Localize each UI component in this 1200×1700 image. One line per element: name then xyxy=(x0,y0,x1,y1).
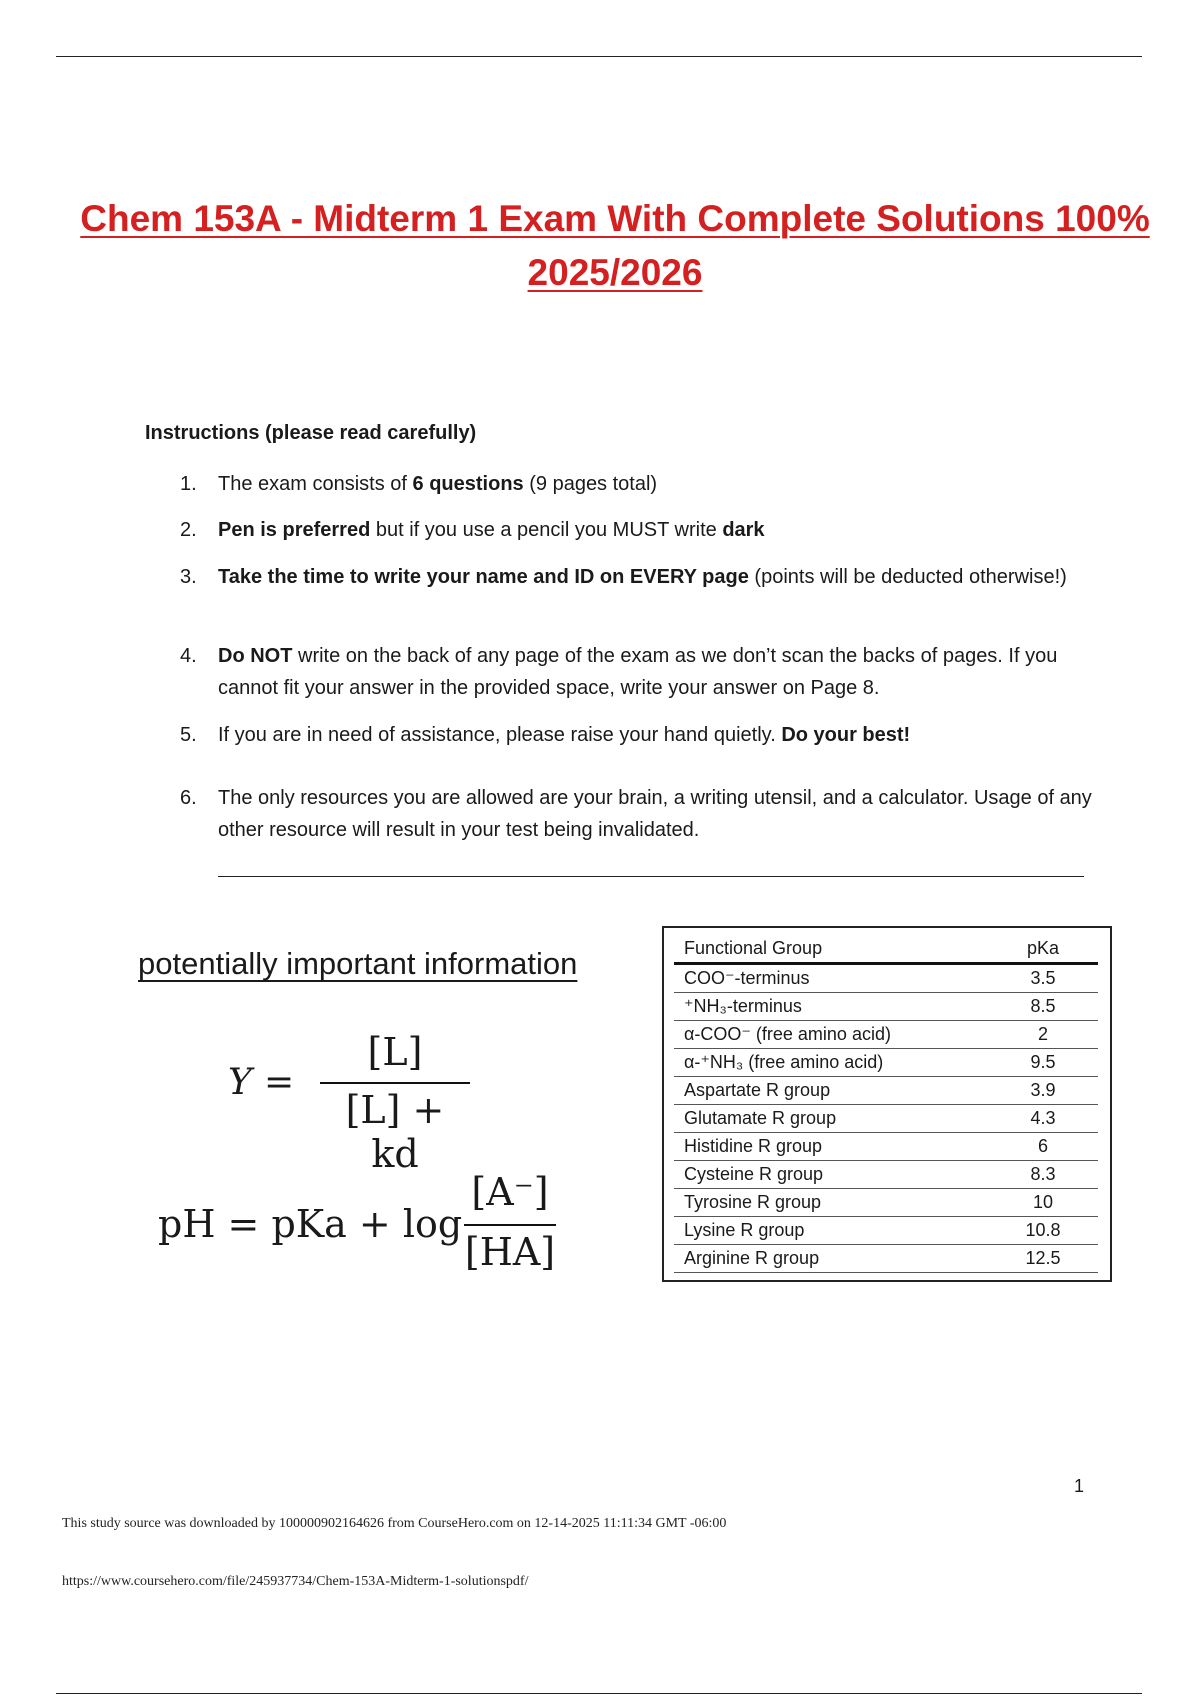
pka-cell: 10.8 xyxy=(988,1217,1098,1245)
table-row xyxy=(674,1105,1098,1133)
pka-cell: 4.3 xyxy=(988,1105,1098,1133)
instruction-number: 3. xyxy=(180,566,197,588)
formula-denominator: [L] + kd xyxy=(345,1088,445,1176)
instruction-number: 1. xyxy=(180,473,197,495)
formula-equals: = xyxy=(264,1062,295,1103)
table-row xyxy=(674,993,1098,1021)
fraction-bar xyxy=(320,1082,470,1084)
source-url[interactable]: https://www.coursehero.com/file/245937734/Chem-153A-Midterm-1-solutionspdf/ xyxy=(62,1574,529,1589)
table-row xyxy=(674,1217,1098,1245)
group-cell: Lysine R group xyxy=(674,1217,988,1245)
table-header-row xyxy=(674,934,1098,964)
table-row xyxy=(674,1021,1098,1049)
pka-cell: 8.3 xyxy=(988,1161,1098,1189)
title-line-2: 2025/2026 xyxy=(527,252,703,293)
pka-table xyxy=(674,934,1098,1273)
instruction-text: The only resources you are allowed are your brain, a writing utensil, and a calculator. Usage of any other resource will result in your test being invalidated. xyxy=(218,787,1092,841)
download-note: This study source was downloaded by 100000902164626 from CourseHero.com on 12-14-2025 11:11:34 GMT -06:00 xyxy=(62,1516,727,1531)
info-heading: potentially important information xyxy=(138,946,578,981)
instruction-text: Do NOT write on the back of any page of the exam as we don’t scan the backs of pages. If you cannot fit your answer in the provided space, write your answer on Page 8. xyxy=(218,645,1058,699)
group-cell: Histidine R group xyxy=(674,1133,988,1161)
pka-cell: 10 xyxy=(988,1189,1098,1217)
bottom-rule xyxy=(56,1693,1142,1694)
pka-cell: 3.5 xyxy=(988,964,1098,993)
page-title xyxy=(40,192,1190,300)
pka-cell: 9.5 xyxy=(988,1049,1098,1077)
pka-table-box xyxy=(662,926,1112,1282)
group-cell: COO⁻-terminus xyxy=(674,964,988,993)
page-number: 1 xyxy=(1074,1476,1085,1496)
instruction-text: If you are in need of assistance, please raise your hand quietly. Do your best! xyxy=(218,724,911,746)
group-cell: α-COO⁻ (free amino acid) xyxy=(674,1021,988,1049)
pka-cell: 3.9 xyxy=(988,1077,1098,1105)
pka-cell: 2 xyxy=(988,1021,1098,1049)
top-rule xyxy=(56,56,1142,57)
title-line-1: Chem 153A - Midterm 1 Exam With Complete Solutions 100% xyxy=(80,198,1150,239)
table-row xyxy=(674,1245,1098,1273)
formula-lhs: Y xyxy=(228,1062,252,1103)
group-cell: Glutamate R group xyxy=(674,1105,988,1133)
column-header-pka: pKa xyxy=(988,934,1098,964)
instruction-number: 2. xyxy=(180,519,197,541)
formula-numerator: [L] xyxy=(367,1030,423,1074)
fraction-bar xyxy=(464,1224,556,1226)
pka-cell: 8.5 xyxy=(988,993,1098,1021)
henderson-hasselbalch-formula xyxy=(158,1170,558,1280)
pka-cell: 6 xyxy=(988,1133,1098,1161)
formula-numerator: [A⁻] xyxy=(471,1170,549,1214)
table-row xyxy=(674,964,1098,993)
instruction-number: 5. xyxy=(180,724,197,746)
pka-cell: 12.5 xyxy=(988,1245,1098,1273)
table-row xyxy=(674,1133,1098,1161)
binding-fraction-formula xyxy=(228,1030,488,1176)
table-row xyxy=(674,1161,1098,1189)
formula-denominator: [HA] xyxy=(464,1230,556,1274)
table-row xyxy=(674,1077,1098,1105)
instruction-number: 4. xyxy=(180,645,197,667)
column-header-group: Functional Group xyxy=(674,934,988,964)
instruction-text: The exam consists of 6 questions (9 pages total) xyxy=(218,473,658,495)
group-cell: Tyrosine R group xyxy=(674,1189,988,1217)
instruction-number: 6. xyxy=(180,787,197,809)
instruction-text: Take the time to write your name and ID on EVERY page (points will be deducted otherwise!) xyxy=(218,566,1067,588)
table-row xyxy=(674,1049,1098,1077)
instructions-heading: Instructions (please read carefully) xyxy=(145,422,477,444)
group-cell: α-⁺NH₃ (free amino acid) xyxy=(674,1049,988,1077)
section-divider xyxy=(218,876,1084,877)
group-cell: Cysteine R group xyxy=(674,1161,988,1189)
instruction-text: Pen is preferred but if you use a pencil you MUST write dark xyxy=(218,519,765,541)
table-row xyxy=(674,1189,1098,1217)
group-cell: Arginine R group xyxy=(674,1245,988,1273)
group-cell: ⁺NH₃-terminus xyxy=(674,993,988,1021)
formula-lhs: pH = pKa + log xyxy=(158,1202,463,1246)
group-cell: Aspartate R group xyxy=(674,1077,988,1105)
